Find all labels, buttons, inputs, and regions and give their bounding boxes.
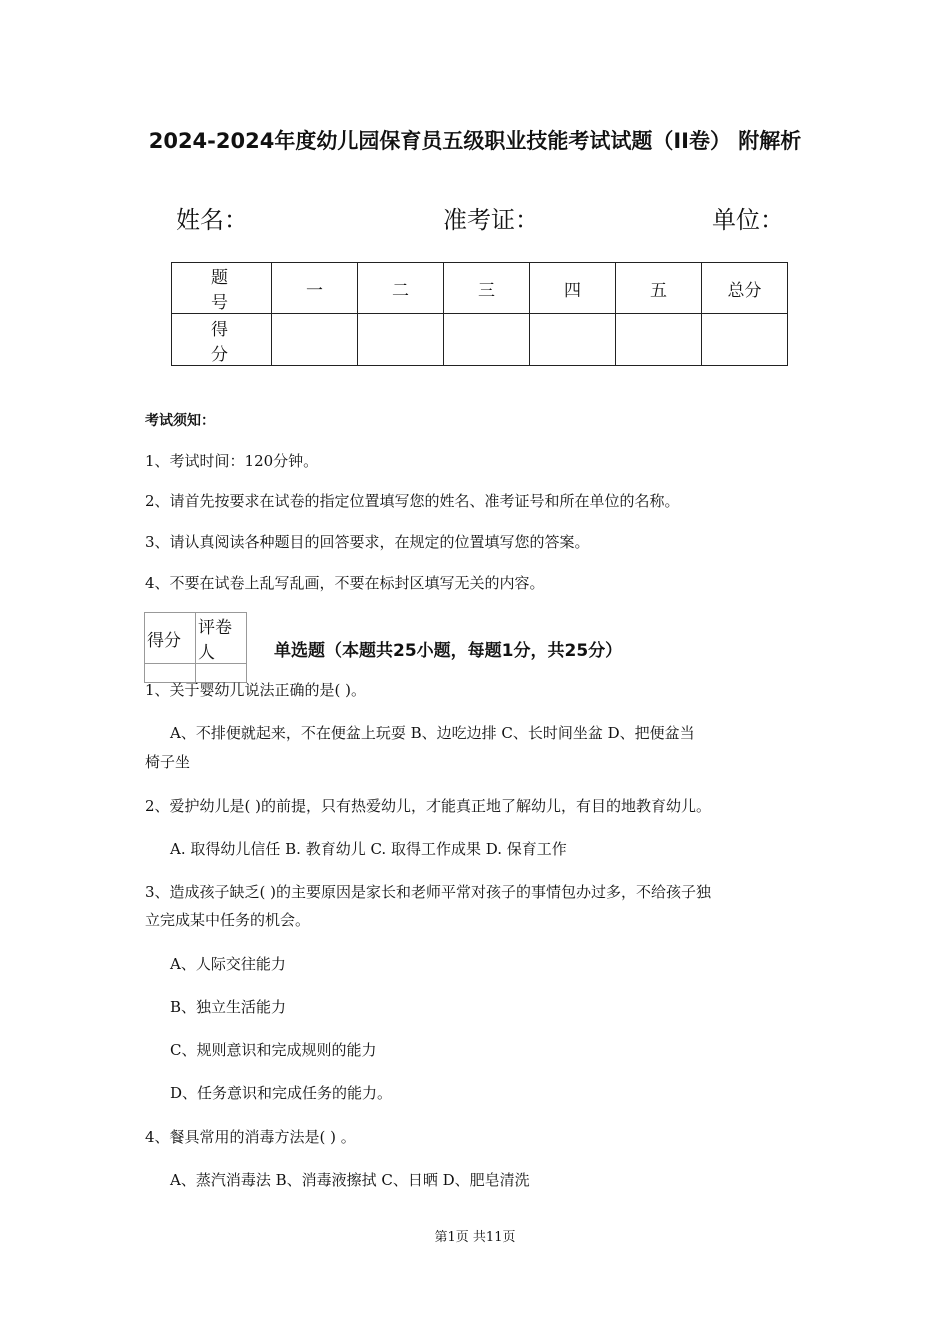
grader-score-label: 得分 [145,613,196,664]
notice-item: 2、请首先按要求在试卷的指定位置填写您的姓名、准考证号和所在单位的名称。 [145,492,680,510]
score-table-header-cell: 题 号 [172,263,272,314]
question-options: A、不排便就起来，不在便盆上玩耍 B、边吃边排 C、长时间坐盆 D、把便盆当 [170,724,695,742]
question-option: B、独立生活能力 [170,998,287,1016]
section-title: 单选题（本题共25小题，每题1分，共25分） [274,641,623,661]
notice-item: 1、考试时间：120分钟。 [145,452,319,470]
exam-id-label: 准考证： [443,206,539,234]
score-table-header-cell: 总分 [702,263,788,314]
score-table-header-row [172,263,788,314]
page-footer: 第1页 共11页 [434,1230,516,1245]
score-cell[interactable] [358,314,444,366]
notice-item: 4、不要在试卷上乱写乱画，不要在标封区填写无关的内容。 [145,574,545,592]
question-stem: 1、关于婴幼儿说法正确的是( )。 [145,681,367,699]
score-table-score-row [172,314,788,366]
question-stem: 3、造成孩子缺乏( )的主要原因是家长和老师平常对孩子的事情包办过多，不给孩子独 [145,883,712,901]
question-stem: 4、餐具常用的消毒方法是( ) 。 [145,1128,356,1146]
question-options: A. 取得幼儿信任 B. 教育幼儿 C. 取得工作成果 D. 保育工作 [170,840,567,858]
score-cell[interactable] [702,314,788,366]
score-table-header-cell: 五 [616,263,702,314]
score-cell[interactable] [616,314,702,366]
question-option: D、任务意识和完成任务的能力。 [170,1084,393,1102]
question-options-continued: 椅子坐 [145,753,191,771]
notice-title: 考试须知： [145,413,215,429]
candidate-fields [0,200,950,240]
score-table-header-cell: 二 [358,263,444,314]
grader-name-label: 评卷人 [196,613,247,664]
question-stem-continued: 立完成某中任务的机会。 [145,911,311,929]
score-cell[interactable] [272,314,358,366]
unit-label: 单位： [712,206,784,234]
score-row-label: 得 分 [172,314,272,366]
question-option: A、人际交往能力 [170,955,286,973]
grader-box [144,612,247,683]
score-table-header-cell: 一 [272,263,358,314]
notice-item: 3、请认真阅读各种题目的回答要求，在规定的位置填写您的答案。 [145,533,590,551]
score-cell[interactable] [530,314,616,366]
question-option: C、规则意识和完成规则的能力 [170,1041,377,1059]
exam-title: 2024-2024年度幼儿园保育员五级职业技能考试试题（II卷） 附解析 [148,129,802,153]
score-cell[interactable] [444,314,530,366]
score-table-header-cell: 三 [444,263,530,314]
score-table [171,262,788,366]
question-options: A、蒸汽消毒法 B、消毒液擦拭 C、日晒 D、肥皂清洗 [170,1171,530,1189]
score-table-header-cell: 四 [530,263,616,314]
name-label: 姓名： [176,206,248,234]
question-stem: 2、爱护幼儿是( )的前提，只有热爱幼儿，才能真正地了解幼儿，有目的地教育幼儿。 [145,797,712,815]
